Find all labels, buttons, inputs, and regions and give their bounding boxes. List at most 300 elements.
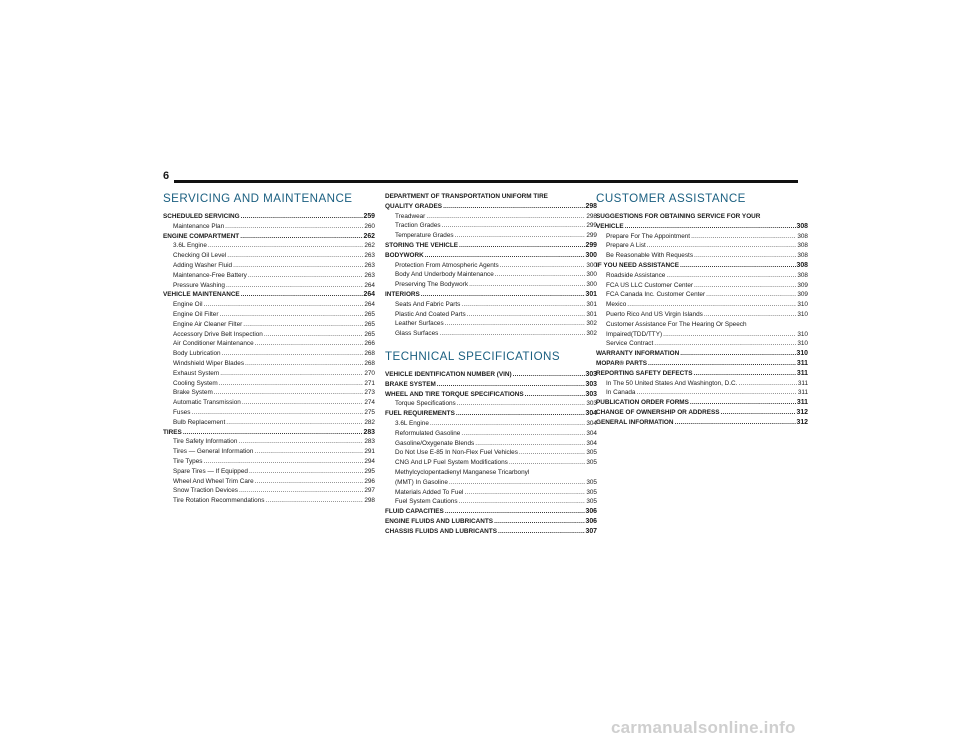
toc-subentry[interactable] (596, 251, 808, 261)
toc-page-number: 305 (586, 459, 597, 467)
toc-page-number: 310 (796, 350, 808, 358)
toc-page-number: 311 (796, 359, 808, 367)
toc-subentry[interactable] (385, 478, 597, 488)
toc-heading-entry[interactable] (385, 241, 597, 251)
dot-leader (625, 222, 796, 232)
toc-entry-label: Glass Surfaces (395, 330, 439, 338)
toc-page-number: 275 (364, 408, 375, 416)
toc-entry-label: REPORTING SAFETY DEFECTS (596, 369, 693, 377)
toc-subentry[interactable] (163, 320, 375, 330)
toc-heading-entry[interactable] (163, 428, 375, 438)
toc-entry-label: Reformulated Gasoline (395, 429, 461, 437)
toc-entry-label: Prepare For The Appointment (606, 232, 691, 240)
dot-leader (495, 270, 586, 280)
toc-subentry[interactable] (596, 300, 808, 310)
toc-subentry[interactable] (163, 339, 375, 349)
toc-page-number: 300 (586, 281, 597, 289)
toc-entry-label: Roadside Assistance (606, 271, 666, 279)
dot-leader (239, 486, 363, 496)
toc-entry-label: FCA US LLC Customer Center (606, 281, 694, 289)
dot-leader (457, 399, 586, 409)
toc-page-number: 305 (586, 478, 597, 486)
toc-entry-label: In The 50 United States And Washington, D.C. (606, 379, 738, 387)
toc-subentry[interactable] (163, 379, 375, 389)
dot-leader (219, 310, 363, 320)
dot-leader (241, 212, 363, 222)
toc-heading-line[interactable]: SUGGESTIONS FOR OBTAINING SERVICE FOR YOUR (596, 213, 761, 220)
dot-leader (226, 418, 363, 428)
toc-page-number: 271 (364, 379, 375, 387)
toc-page-number: 300 (585, 251, 597, 259)
dot-leader (704, 310, 796, 320)
toc-page-number: 308 (797, 271, 808, 279)
toc-subentry[interactable] (596, 271, 808, 281)
watermark: carmanualsonline.info (611, 718, 796, 737)
toc-heading-entry[interactable] (385, 409, 597, 419)
toc-entry-label: Air Conditioner Maintenance (173, 340, 254, 348)
toc-entry-label: BODYWORK (385, 251, 424, 259)
toc-entry-label: Bulb Replacement (173, 418, 226, 426)
toc-page-number: 300 (586, 261, 597, 269)
toc-entry-label: Engine Oil Filter (173, 310, 219, 318)
toc-subentry[interactable] (163, 457, 375, 467)
toc-page-number: 310 (797, 340, 808, 348)
toc-entry-label: Tire Types (173, 457, 203, 465)
toc-entry-label: Materials Added To Fuel (395, 488, 464, 496)
toc-entry-label: ENGINE FLUIDS AND LUBRICANTS (385, 517, 494, 525)
toc-entry-label: Protection From Atmospheric Agents (395, 261, 499, 269)
toc-entry-label: IF YOU NEED ASSISTANCE (596, 261, 679, 269)
dot-leader (647, 241, 797, 251)
toc-heading-line[interactable]: DEPARTMENT OF TRANSPORTATION UNIFORM TIRE (385, 193, 548, 200)
dot-leader (238, 437, 363, 447)
toc-subentry[interactable] (596, 241, 808, 251)
toc-page-number: 266 (364, 340, 375, 348)
toc-entry-label: Exhaust System (173, 369, 220, 377)
page-number: 6 (163, 170, 170, 182)
toc-subentry[interactable] (385, 310, 597, 320)
dot-leader (248, 271, 363, 281)
toc-page-number: 304 (586, 439, 597, 447)
toc-page-number: 309 (797, 281, 808, 289)
dot-leader (500, 261, 586, 271)
toc-page-number: 303 (585, 370, 597, 378)
toc-subentry[interactable] (385, 212, 597, 222)
dot-leader (233, 261, 363, 271)
dot-leader (456, 409, 585, 419)
toc-heading-entry[interactable] (596, 408, 808, 418)
toc-heading-entry[interactable] (163, 290, 375, 300)
toc-heading-entry[interactable] (385, 507, 597, 517)
dot-leader (525, 390, 585, 400)
toc-subentry[interactable] (385, 270, 597, 280)
toc-heading-entry[interactable] (596, 261, 808, 271)
toc-subentry[interactable] (596, 379, 808, 389)
dot-leader (675, 418, 796, 428)
toc-subentry[interactable] (385, 497, 597, 507)
toc-entry-label: Accessory Drive Belt Inspection (173, 330, 263, 338)
dot-leader (442, 221, 586, 231)
toc-page-number: 305 (586, 498, 597, 506)
toc-page-number: 311 (796, 399, 808, 407)
toc-page-number: 311 (797, 389, 808, 397)
dot-leader (449, 478, 585, 488)
toc-subentry[interactable] (385, 261, 597, 271)
toc-heading-entry[interactable] (596, 369, 808, 379)
toc-page-number: 298 (586, 212, 597, 220)
toc-entry-label: Treadwear (395, 212, 426, 220)
toc-entry-label: Pressure Washing (173, 281, 225, 289)
toc-entry-label: Adding Washer Fluid (173, 261, 233, 269)
toc-page-number: 303 (585, 390, 597, 398)
toc-entry-label: Be Reasonable With Requests (606, 252, 694, 260)
toc-entry-label: Leather Surfaces (395, 320, 444, 328)
toc-page-number: 307 (585, 527, 597, 535)
dot-leader (243, 320, 363, 330)
header-rule (174, 180, 798, 183)
dot-leader (498, 527, 585, 537)
toc-subentry[interactable] (163, 300, 375, 310)
dot-leader (475, 439, 585, 449)
toc-heading-entry[interactable] (163, 212, 375, 222)
toc-subentry[interactable] (163, 261, 375, 271)
dot-leader (242, 398, 363, 408)
toc-subentry[interactable] (385, 300, 597, 310)
toc-subentry[interactable] (163, 477, 375, 487)
dot-leader (459, 497, 586, 507)
toc-page-number: 304 (586, 419, 597, 427)
toc-subentry[interactable] (385, 488, 597, 498)
toc-column-2 (385, 192, 597, 537)
toc-entry-label: STORING THE VEHICLE (385, 241, 459, 249)
dot-leader (183, 428, 363, 438)
toc-page-number: 270 (364, 369, 375, 377)
dot-leader (445, 507, 585, 517)
toc-page-number: 259 (363, 213, 375, 220)
toc-page-number: 306 (585, 517, 597, 525)
dot-leader (220, 369, 363, 379)
toc-page-number: 263 (364, 252, 375, 260)
toc-entry-label: Windshield Wiper Blades (173, 359, 245, 367)
toc-entry-label: Fuel System Cautions (395, 498, 458, 506)
toc-page-number: 295 (364, 467, 375, 475)
toc-subentry[interactable] (163, 251, 375, 261)
toc-subentry[interactable] (163, 310, 375, 320)
toc-entry-label: BRAKE SYSTEM (385, 380, 436, 388)
toc-subentry[interactable] (163, 241, 375, 251)
toc-page-number: 282 (364, 418, 375, 426)
toc-page-number: 283 (364, 438, 375, 446)
toc-page-number: 310 (797, 301, 808, 309)
toc-subentry[interactable] (163, 330, 375, 340)
toc-subentry[interactable] (385, 221, 597, 231)
toc-entry-label: Torque Specifications (395, 400, 456, 408)
toc-subentry[interactable] (163, 447, 375, 457)
toc-entry-label: Seats And Fabric Parts (395, 300, 461, 308)
dot-leader (648, 359, 796, 369)
toc-entry-label: Do Not Use E-85 In Non-Flex Fuel Vehicles (395, 449, 518, 457)
toc-entry-label: Checking Oil Level (173, 252, 227, 260)
toc-page-number: 305 (586, 488, 597, 496)
toc-subentry[interactable] (385, 439, 597, 449)
toc-subentry[interactable] (596, 310, 808, 320)
toc-page-number: 296 (364, 477, 375, 485)
toc-entry-label: In Canada (606, 389, 636, 397)
toc-entry-label: FUEL REQUIREMENTS (385, 410, 455, 418)
section-title: SERVICING AND MAINTENANCE (163, 192, 353, 205)
toc-entry-label: ENGINE COMPARTMENT (163, 232, 240, 240)
toc-subentry[interactable] (163, 359, 375, 369)
toc-page-number: 263 (364, 261, 375, 269)
dot-leader (241, 290, 363, 300)
toc-entry-label: FCA Canada Inc. Customer Center (606, 291, 706, 299)
toc-page-number: 311 (796, 369, 808, 377)
dot-leader (455, 231, 586, 241)
dot-leader (445, 319, 586, 329)
dot-leader (264, 330, 363, 340)
toc-subentry[interactable] (385, 429, 597, 439)
toc-heading-entry[interactable] (385, 251, 597, 261)
toc-entry-label: QUALITY GRADES (385, 202, 443, 210)
dot-leader (240, 232, 362, 242)
toc-heading-entry[interactable] (385, 517, 597, 527)
dot-leader (469, 280, 585, 290)
toc-heading-entry[interactable] (596, 398, 808, 408)
dot-leader (461, 300, 585, 310)
dot-leader (219, 379, 364, 389)
toc-entry-label: MOPAR® PARTS (596, 359, 647, 367)
toc-subentry[interactable] (163, 388, 375, 398)
toc-entry-label: (MMT) In Gasoline (395, 478, 448, 486)
toc-subentry[interactable] (163, 437, 375, 447)
toc-page-number: 301 (585, 290, 597, 298)
toc-page-number: 303 (586, 400, 597, 408)
dot-leader (666, 271, 796, 281)
dot-leader (461, 429, 585, 439)
toc-subentry[interactable] (596, 281, 808, 291)
dot-leader (637, 388, 797, 398)
dot-leader (255, 339, 364, 349)
dot-leader (426, 212, 585, 222)
toc-page-number: 263 (364, 271, 375, 279)
toc-subentry[interactable] (385, 329, 597, 339)
toc-entry-label: PUBLICATION ORDER FORMS (596, 399, 689, 407)
toc-subentry[interactable] (163, 271, 375, 281)
toc-entry-label: Fuses (173, 408, 191, 416)
toc-entry-label: GENERAL INFORMATION (596, 418, 674, 426)
toc-subentry[interactable] (163, 496, 375, 506)
toc-subentry[interactable] (385, 231, 597, 241)
toc-heading-entry[interactable] (385, 290, 597, 300)
dot-leader (191, 408, 363, 418)
dot-leader (439, 329, 585, 339)
toc-subentry[interactable] (385, 448, 597, 458)
dot-leader (425, 251, 585, 261)
toc-page-number: 274 (364, 399, 375, 407)
toc-heading-entry[interactable] (385, 390, 597, 400)
toc-subentry-line[interactable]: Customer Assistance For The Hearing Or Speech (606, 320, 747, 328)
toc-page-number: 310 (797, 330, 808, 338)
toc-page-number: 299 (586, 222, 597, 230)
toc-page-number: 300 (586, 271, 597, 279)
toc-page-number: 264 (363, 291, 375, 299)
dot-leader (430, 419, 585, 429)
dot-leader (513, 370, 585, 380)
dot-leader (694, 281, 796, 291)
toc-page-number: 301 (586, 310, 597, 318)
toc-page-number: 265 (364, 320, 375, 328)
toc-page-number: 298 (585, 202, 597, 210)
toc-page-number: 283 (363, 428, 375, 436)
toc-heading-entry[interactable] (596, 359, 808, 369)
toc-page-number: 265 (364, 330, 375, 338)
toc-entry-label: Snow Traction Devices (173, 487, 238, 495)
toc-page-number: 299 (586, 232, 597, 240)
dot-leader (214, 388, 364, 398)
dot-leader (738, 379, 796, 389)
toc-column-3 (596, 192, 808, 428)
toc-page-number: 291 (364, 448, 375, 456)
section-title: TECHNICAL SPECIFICATIONS (385, 349, 561, 363)
toc-entry-label: TIRES (163, 428, 182, 436)
toc-heading-entry[interactable] (385, 380, 597, 390)
dot-leader (225, 222, 363, 232)
toc-subentry[interactable] (596, 330, 808, 340)
toc-entry-label: Brake System (173, 389, 213, 397)
toc-page-number: 309 (797, 291, 808, 299)
toc-subentry[interactable] (596, 290, 808, 300)
section-title: CUSTOMER ASSISTANCE (596, 192, 746, 205)
toc-page-number: 308 (796, 222, 808, 230)
toc-entry-label: Engine Air Cleaner Filter (173, 320, 243, 328)
toc-subentry[interactable] (385, 319, 597, 329)
dot-leader (721, 408, 796, 418)
toc-subentry[interactable] (163, 418, 375, 428)
toc-subentry[interactable] (385, 458, 597, 468)
dot-leader (245, 359, 363, 369)
toc-entry-label: Spare Tires — If Equipped (173, 467, 248, 475)
toc-entry-label: Body And Underbody Maintenance (395, 271, 494, 279)
toc-entry-label: Temperature Grades (395, 232, 454, 240)
toc-subentry-line[interactable]: Methylcyclopentadienyl Manganese Tricarbonyl (395, 468, 530, 476)
toc-entry-label: VEHICLE IDENTIFICATION NUMBER (VIN) (385, 370, 512, 378)
toc-subentry[interactable] (163, 222, 375, 232)
toc-page-number: 304 (586, 429, 597, 437)
dot-leader (693, 369, 795, 379)
dot-leader (255, 477, 364, 487)
toc-entry-label: 3.6L Engine (173, 242, 207, 250)
toc-subentry[interactable] (163, 398, 375, 408)
toc-page-number: 302 (586, 320, 597, 328)
toc-entry-label: Puerto Rico And US Virgin Islands (606, 310, 703, 318)
toc-page-number: 301 (586, 300, 597, 308)
toc-subentry[interactable] (385, 280, 597, 290)
toc-heading-entry[interactable] (596, 349, 808, 359)
toc-entry-label: Preserving The Bodywork (395, 281, 469, 289)
dot-leader (663, 330, 796, 340)
toc-heading-entry[interactable] (385, 370, 597, 380)
toc-page-number: 308 (797, 232, 808, 240)
toc-subentry[interactable] (385, 419, 597, 429)
toc-column-1 (163, 192, 375, 506)
toc-page-number: 308 (797, 252, 808, 260)
toc-page-number: 262 (363, 232, 375, 240)
toc-heading-entry[interactable] (596, 222, 808, 232)
toc-page-number: 262 (364, 242, 375, 250)
toc-page-number: 299 (585, 241, 597, 249)
toc-page-number: 312 (796, 408, 808, 416)
dot-leader (227, 251, 363, 261)
toc-subentry[interactable] (163, 408, 375, 418)
dot-leader (437, 380, 585, 390)
dot-leader (222, 349, 364, 359)
dot-leader (694, 251, 796, 261)
toc-page-number: 308 (796, 261, 808, 269)
toc-entry-label: Maintenance Plan (173, 222, 225, 230)
toc-page-number: 302 (586, 330, 597, 338)
toc-entry-label: CHASSIS FLUIDS AND LUBRICANTS (385, 527, 497, 535)
toc-entry-label: Wheel And Wheel Trim Care (173, 477, 254, 485)
toc-entry-label: VEHICLE MAINTENANCE (163, 291, 240, 299)
toc-subentry[interactable] (163, 467, 375, 477)
toc-subentry[interactable] (163, 281, 375, 291)
toc-entry-label: Tires — General Information (173, 448, 254, 456)
toc-entry-label: VEHICLE (596, 222, 624, 230)
dot-leader (459, 241, 584, 251)
toc-heading-entry[interactable] (163, 232, 375, 242)
toc-entry-label: INTERIORS (385, 290, 420, 298)
toc-page-number: 305 (586, 449, 597, 457)
toc-page-number: 298 (364, 497, 375, 505)
toc-page-number: 303 (585, 380, 597, 388)
toc-entry-label: Tire Safety Information (173, 438, 238, 446)
toc-entry-label: Mexico (606, 301, 627, 309)
toc-page-number: 265 (364, 310, 375, 318)
toc-entry-label: WARRANTY INFORMATION (596, 350, 680, 358)
toc-entry-label: Service Contract (606, 340, 654, 348)
toc-page-number: 311 (797, 379, 808, 387)
toc-page-number: 268 (364, 350, 375, 358)
toc-subentry[interactable] (596, 339, 808, 349)
dot-leader (627, 300, 796, 310)
toc-heading-entry[interactable] (385, 202, 597, 212)
dot-leader (443, 202, 584, 212)
toc-subentry[interactable] (163, 369, 375, 379)
toc-heading-entry[interactable] (596, 418, 808, 428)
toc-heading-entry[interactable] (385, 527, 597, 537)
dot-leader (464, 488, 585, 498)
toc-page-number: 310 (797, 310, 808, 318)
dot-leader (254, 447, 363, 457)
toc-entry-label: Automatic Transmission (173, 399, 241, 407)
toc-subentry[interactable] (596, 388, 808, 398)
toc-subentry[interactable] (163, 349, 375, 359)
toc-entry-label: Impaired(TDD/TTY) (606, 330, 663, 338)
dot-leader (706, 290, 796, 300)
toc-entry-label: CHANGE OF OWNERSHIP OR ADDRESS (596, 408, 720, 416)
toc-subentry[interactable] (596, 232, 808, 242)
dot-leader (208, 241, 363, 251)
toc-entry-label: WHEEL AND TIRE TORQUE SPECIFICATIONS (385, 390, 524, 398)
toc-subentry[interactable] (163, 486, 375, 496)
toc-subentry[interactable] (385, 399, 597, 409)
toc-page-number: 312 (796, 418, 808, 426)
toc-entry-label: Traction Grades (395, 222, 441, 230)
toc-entry-label: Maintenance-Free Battery (173, 271, 247, 279)
dot-leader (226, 281, 363, 291)
toc-entry-label: FLUID CAPACITIES (385, 508, 444, 516)
toc-page-number: 304 (585, 410, 597, 418)
